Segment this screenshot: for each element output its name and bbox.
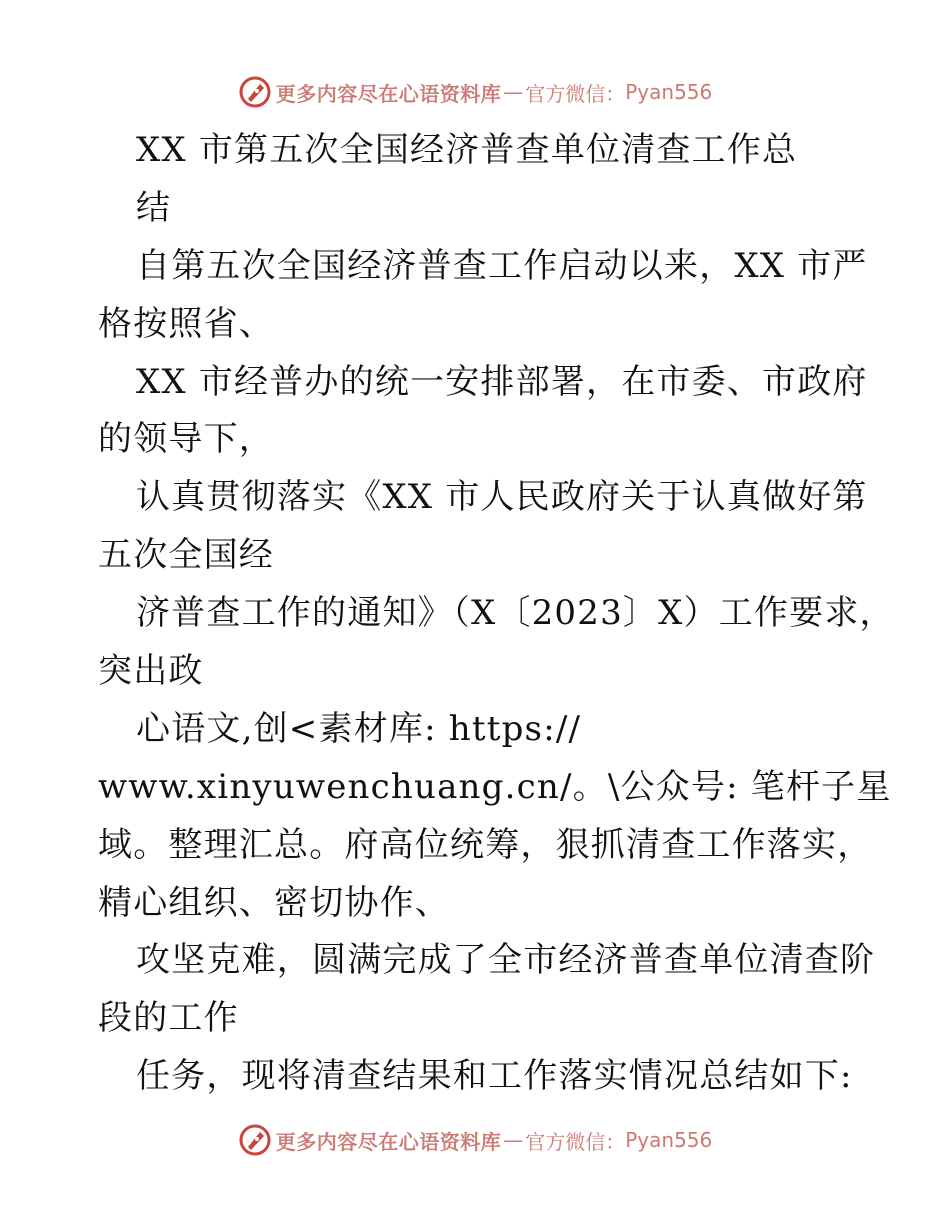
banner-wechat-id: Pyan556 bbox=[625, 1128, 713, 1152]
footer-watermark-banner bbox=[0, 1120, 950, 1160]
paragraph-line: 突出政 bbox=[98, 651, 204, 692]
banner-dash: — bbox=[503, 1128, 524, 1152]
paragraph-line: 攻坚克难，圆满完成了全市经济普查单位清查阶 bbox=[136, 940, 876, 981]
paragraph-line: 域。整理汇总。府高位统筹，狠抓清查工作落实， bbox=[98, 824, 873, 865]
banner-wechat-label: 官方微信： bbox=[525, 81, 626, 106]
paragraph-line: 认真贯彻落实《XX 市人民政府关于认真做好第 bbox=[136, 477, 868, 518]
paragraph-line: 格按照省、 bbox=[98, 303, 274, 344]
banner-brand-text: 更多内容尽在心语资料库 bbox=[275, 81, 502, 106]
pen-nib-logo-icon bbox=[238, 75, 272, 109]
document-title-line-1: XX 市第五次全国经济普查单位清查工作总 bbox=[136, 130, 798, 170]
paragraph-line: 段的工作 bbox=[98, 998, 239, 1039]
banner-brand-text: 更多内容尽在心语资料库 bbox=[275, 1129, 502, 1154]
paragraph-line: 任务，现将清查结果和工作落实情况总结如下: bbox=[136, 1056, 853, 1097]
banner-dash: — bbox=[503, 80, 524, 104]
banner-wechat-label: 官方微信： bbox=[525, 1129, 626, 1154]
document-body bbox=[98, 122, 895, 1106]
paragraph-line: www.xinyuwenchuang.cn/。\公众号: 笔杆子星 bbox=[98, 766, 892, 807]
banner-wechat-id: Pyan556 bbox=[625, 80, 713, 104]
paragraph-line: XX 市经普办的统一安排部署，在市委、市政府 bbox=[136, 361, 868, 402]
paragraph-line: 心语文,创<素材库: https:// bbox=[136, 708, 582, 749]
paragraph-line: 五次全国经 bbox=[98, 535, 274, 576]
document-title-line-2: 结 bbox=[136, 187, 172, 228]
paragraph-line: 精心组织、密切协作、 bbox=[98, 882, 450, 923]
paragraph-line: 自第五次全国经济普查工作启动以来，XX 市严 bbox=[136, 245, 868, 286]
pen-nib-logo-icon bbox=[238, 1123, 272, 1157]
header-watermark-banner bbox=[0, 72, 950, 112]
paragraph-line: 济普查工作的通知》（X〔2023〕X）工作要求， bbox=[136, 593, 895, 634]
paragraph-line: 的领导下， bbox=[98, 419, 274, 460]
